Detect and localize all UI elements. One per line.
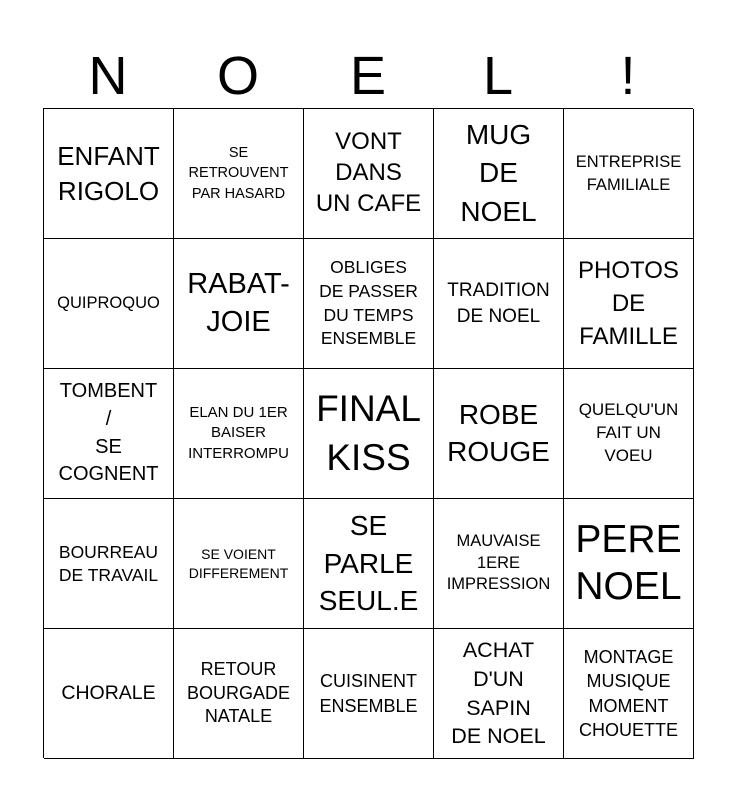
- cell-text: ENTREPRISE FAMILIALE: [575, 153, 682, 194]
- cell-text: MONTAGE MUSIQUE MOMENT CHOUETTE: [579, 646, 678, 740]
- cell-text: CUISINENT ENSEMBLE: [319, 671, 418, 716]
- bingo-cell-r1c3[interactable]: [304, 109, 434, 239]
- cell-text: BOURREAU DE TRAVAIL: [58, 541, 159, 585]
- bingo-cell-r1c4[interactable]: [434, 109, 564, 239]
- header-letter-o: O: [216, 46, 259, 106]
- bingo-cell-r5c4[interactable]: [434, 629, 564, 759]
- bingo-cell-r2c4[interactable]: [434, 239, 564, 369]
- bingo-cell-r5c2[interactable]: [174, 629, 304, 759]
- bingo-cell-r4c3[interactable]: [304, 499, 434, 629]
- cell-text: FINAL KISS: [316, 388, 421, 478]
- bingo-cell-r2c1[interactable]: [44, 239, 174, 369]
- cell-text: CHORALE: [61, 681, 156, 704]
- bingo-cell-r5c1[interactable]: [44, 629, 174, 759]
- cell-text: RETOUR BOURGADE NATALE: [186, 659, 291, 727]
- bingo-cell-r4c1[interactable]: [44, 499, 174, 629]
- header-letter-e: E: [349, 46, 387, 106]
- bingo-cell-r4c5[interactable]: [564, 499, 694, 629]
- bingo-cell-r4c4[interactable]: [434, 499, 564, 629]
- header-letter-n: N: [88, 46, 128, 106]
- cell-text: VONT DANS UN CAFE: [315, 128, 422, 217]
- bingo-cell-r3c1[interactable]: [44, 369, 174, 499]
- cell-text: SE VOIENT DIFFEREMENT: [188, 546, 289, 581]
- cell-text: OBLIGES DE PASSER DU TEMPS ENSEMBLE: [319, 257, 418, 349]
- bingo-cell-r2c3[interactable]: [304, 239, 434, 369]
- cell-text: SE RETROUVENT PAR HASARD: [188, 145, 289, 202]
- cell-text: ACHAT D'UN SAPIN DE NOEL: [451, 638, 546, 749]
- cell-text: MAUVAISE 1ERE IMPRESSION: [446, 531, 551, 594]
- bingo-cell-r3c5[interactable]: [564, 369, 694, 499]
- cell-text: ENFANT RIGOLO: [57, 140, 160, 206]
- cell-text: PHOTOS DE FAMILLE: [578, 256, 679, 351]
- bingo-cell-r3c4[interactable]: [434, 369, 564, 499]
- cell-text: ROBE ROUGE: [447, 399, 550, 467]
- bingo-board: [43, 108, 693, 758]
- header-letter-l: L: [482, 46, 514, 106]
- bingo-cell-r1c1[interactable]: [44, 109, 174, 239]
- bingo-cell-r1c2[interactable]: [174, 109, 304, 239]
- cell-text: TRADITION DE NOEL: [447, 279, 550, 327]
- bingo-cell-r3c3[interactable]: [304, 369, 434, 499]
- bingo-cell-r5c3[interactable]: [304, 629, 434, 759]
- bingo-cell-r4c2[interactable]: [174, 499, 304, 629]
- cell-text: SE PARLE SEUL.E: [318, 509, 419, 617]
- bingo-cell-r5c5[interactable]: [564, 629, 694, 759]
- cell-text: ELAN DU 1ER BAISER INTERROMPU: [188, 403, 289, 462]
- cell-text: QUIPROQUO: [57, 293, 160, 312]
- cell-text: RABAT- JOIE: [187, 267, 290, 338]
- cell-text: QUELQU'UN FAIT UN VOEU: [578, 400, 679, 465]
- bingo-cell-r2c2[interactable]: [174, 239, 304, 369]
- cell-text: MUG DE NOEL: [460, 118, 537, 227]
- header-letter-exclamation: !: [620, 46, 636, 106]
- cell-text: TOMBENT / SE COGNENT: [58, 380, 159, 486]
- bingo-cell-r1c5[interactable]: [564, 109, 694, 239]
- bingo-cell-r2c5[interactable]: [564, 239, 694, 369]
- bingo-cell-r3c2[interactable]: [174, 369, 304, 499]
- bingo-header: [43, 44, 693, 108]
- cell-text: PERE NOEL: [575, 518, 682, 608]
